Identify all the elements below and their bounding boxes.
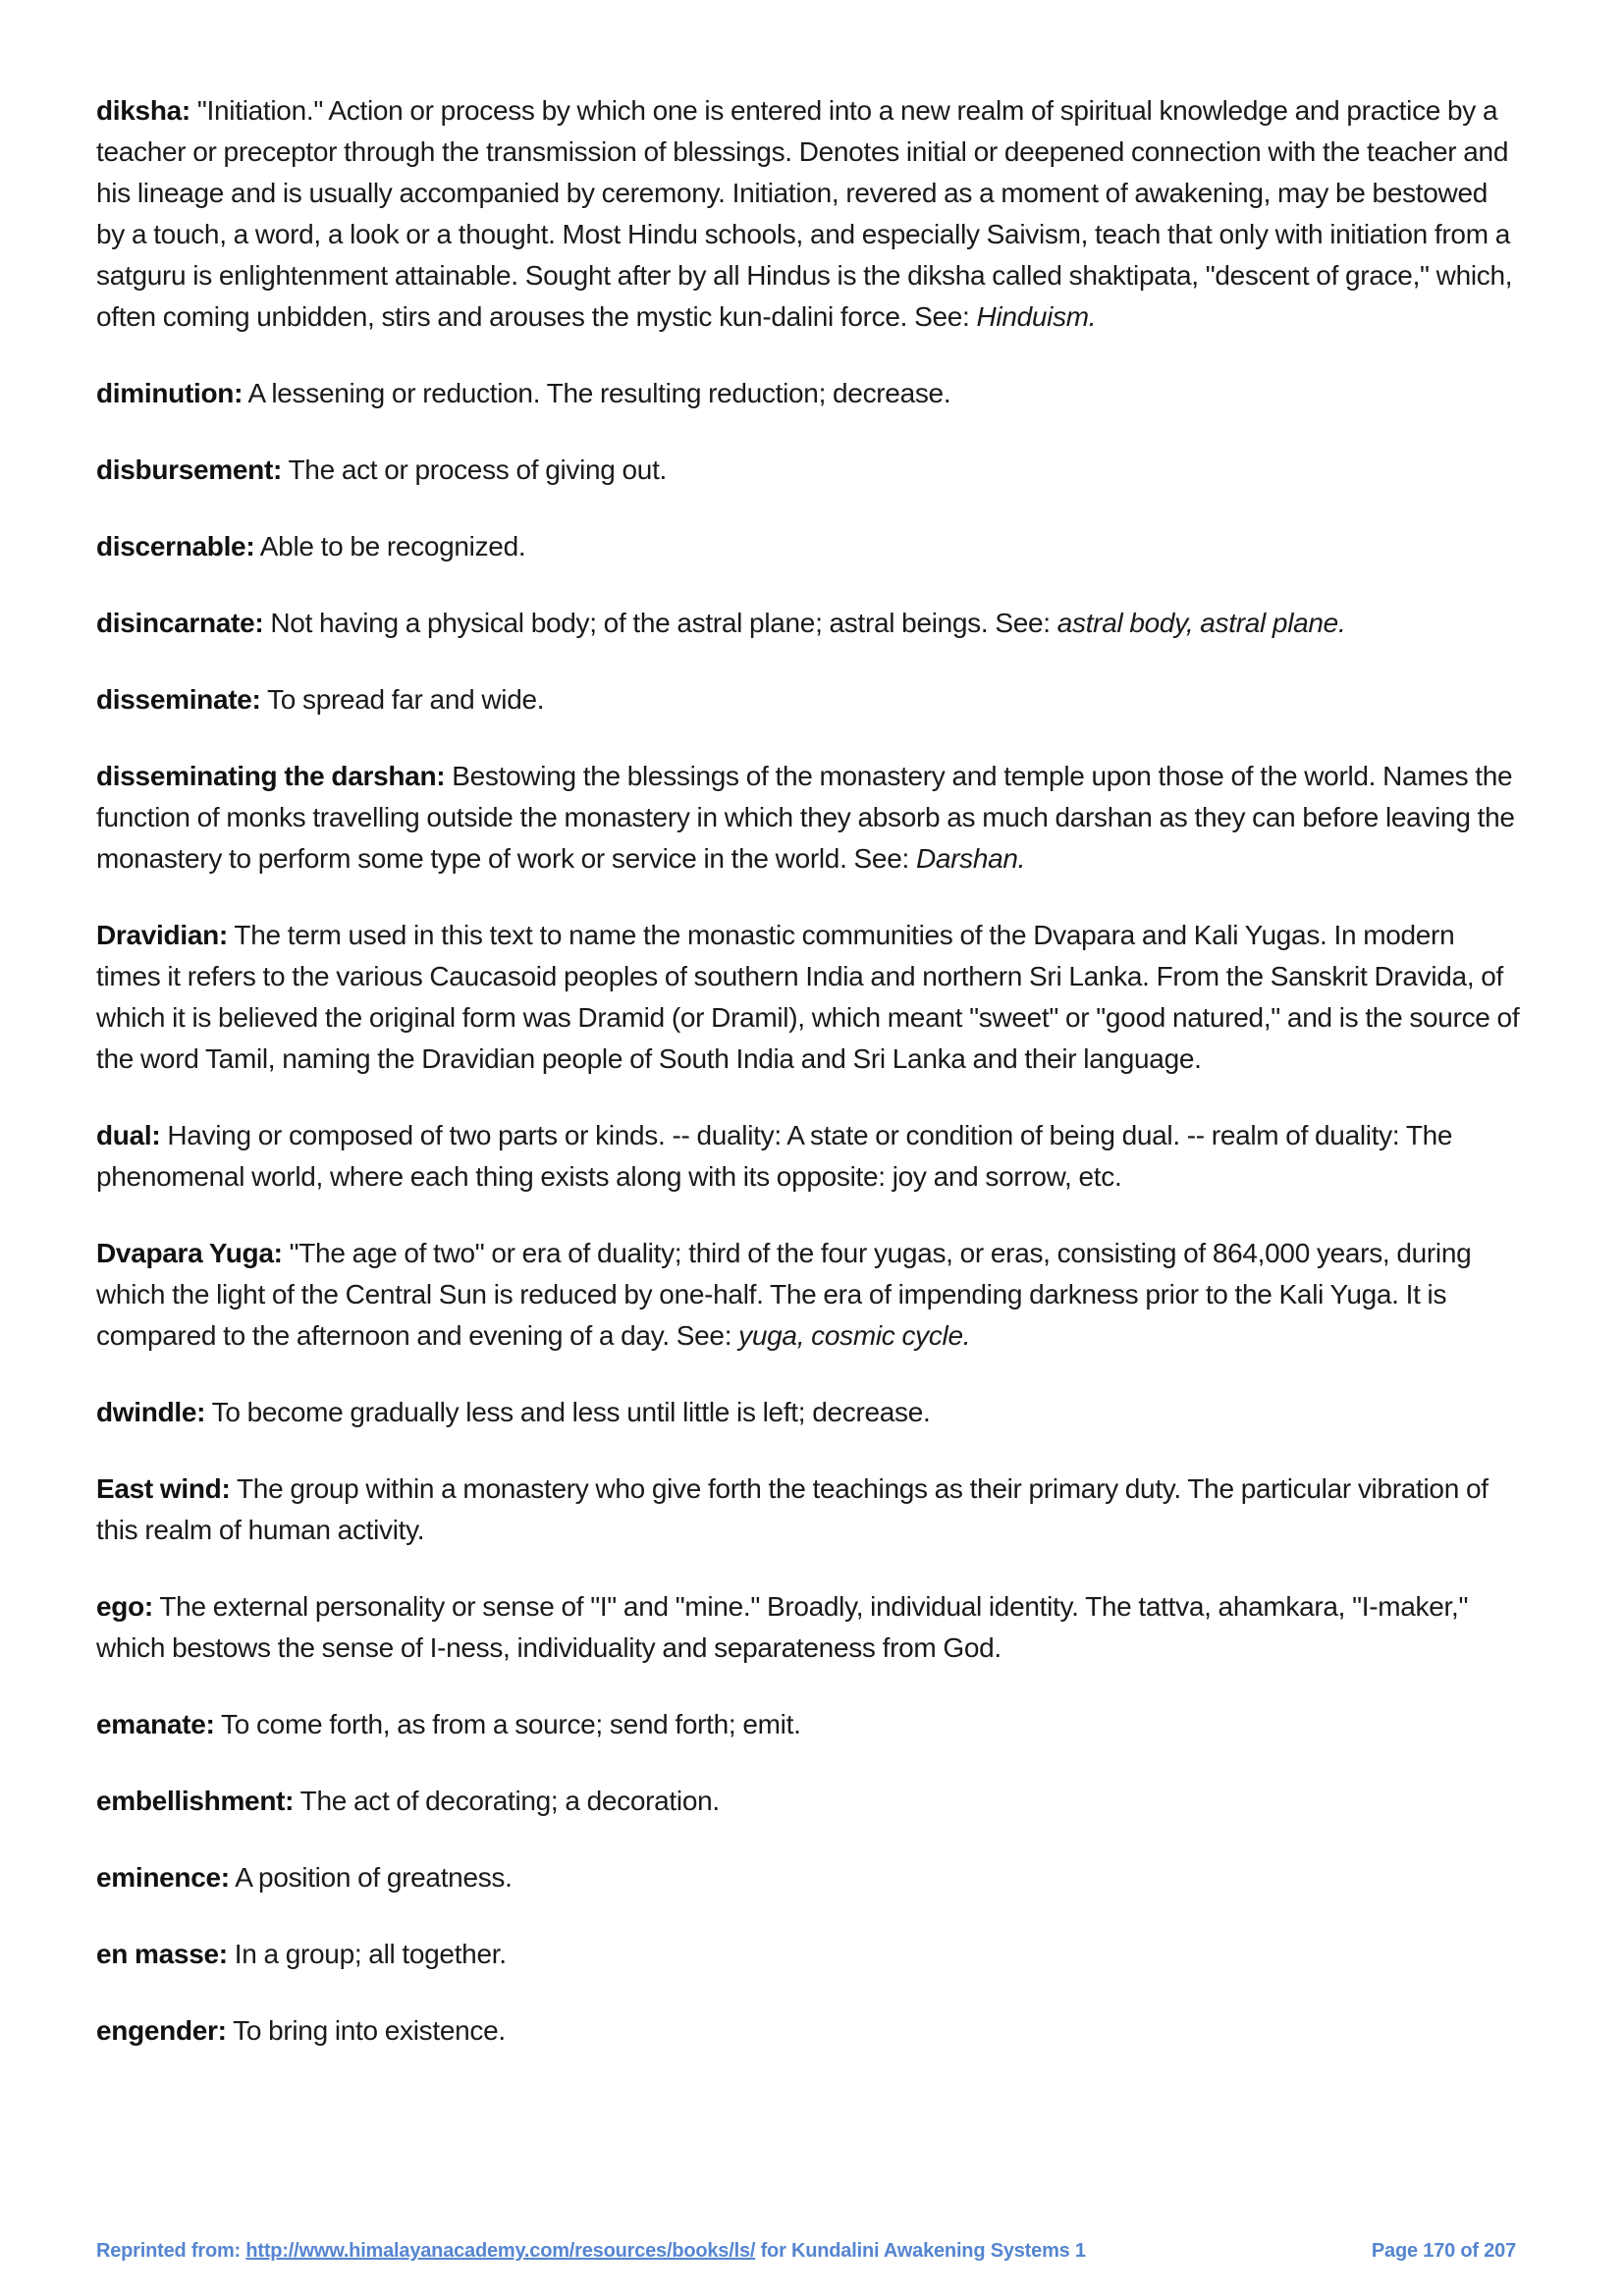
glossary-list bbox=[96, 90, 1522, 2087]
glossary-entry bbox=[96, 2010, 1522, 2052]
glossary-entry bbox=[96, 679, 1522, 721]
definition-text: In a group; all together. bbox=[227, 1939, 507, 1969]
reprint-prefix: Reprinted from: bbox=[96, 2240, 246, 2262]
reprint-suffix: for Kundalini Awakening Systems 1 bbox=[755, 2240, 1086, 2262]
glossary-term: embellishment: bbox=[96, 1786, 295, 1816]
glossary-entry bbox=[96, 1934, 1522, 1975]
glossary-entry bbox=[96, 450, 1522, 491]
definition-text: Having or composed of two parts or kinds. -- duality: A state or condition of being dual. -- realm of duality: The phenomenal world, where each thing exists along with its opposite: joy and sorrow, etc. bbox=[96, 1120, 1453, 1192]
source-url-link[interactable]: http://www.himalayanacademy.com/resources/books/ls/ bbox=[245, 2240, 756, 2262]
glossary-entry bbox=[96, 373, 1522, 414]
glossary-term: diksha: bbox=[96, 95, 190, 126]
page-footer bbox=[96, 2238, 1516, 2264]
glossary-term: disbursement: bbox=[96, 454, 283, 485]
glossary-entry bbox=[96, 1392, 1522, 1433]
see-reference: astral body, astral plane. bbox=[1056, 608, 1346, 638]
glossary-term: eminence: bbox=[96, 1862, 230, 1893]
definition-text: To become gradually less and less until little is left; decrease. bbox=[205, 1397, 931, 1427]
glossary-term: discernable: bbox=[96, 531, 255, 561]
glossary-term: emanate: bbox=[96, 1709, 215, 1739]
definition-text: "Initiation." Action or process by which one is entered into a new realm of spiritual knowledge and practice by a teacher or preceptor through the transmission of blessings. Denotes initial or deepened connection with the teacher and his lineage and is usually accompanied by ceremony. Initiation, revered as a moment of awakening, may be bestowed by a touch, a word, a look or a thought. Most Hindu schools, and especially Saivism, teach that only with initiation from a satguru is enlightenment attainable. Sought after by all Hindus is the diksha called shaktipata, "descent of grace," which, often coming unbidden, stirs and arouses the mystic kun-dalini force. See: bbox=[96, 95, 1513, 332]
definition-text: A position of greatness. bbox=[229, 1862, 513, 1893]
glossary-entry bbox=[96, 1115, 1522, 1198]
glossary-entry bbox=[96, 756, 1522, 880]
glossary-term: disseminate: bbox=[96, 684, 261, 715]
glossary-entry bbox=[96, 90, 1522, 338]
glossary-entry bbox=[96, 1233, 1522, 1357]
see-reference: yuga, cosmic cycle. bbox=[738, 1320, 971, 1351]
glossary-term: disincarnate: bbox=[96, 608, 264, 638]
glossary-term: ego: bbox=[96, 1591, 153, 1622]
glossary-term: disseminating the darshan: bbox=[96, 761, 446, 791]
definition-text: The act of decorating; a decoration. bbox=[294, 1786, 720, 1816]
definition-text: To spread far and wide. bbox=[260, 684, 545, 715]
glossary-entry bbox=[96, 915, 1522, 1080]
glossary-entry bbox=[96, 1781, 1522, 1822]
glossary-entry bbox=[96, 1468, 1522, 1551]
definition-text: To come forth, as from a source; send forth; emit. bbox=[214, 1709, 801, 1739]
glossary-term: en masse: bbox=[96, 1939, 228, 1969]
glossary-term: East wind: bbox=[96, 1473, 231, 1504]
glossary-term: dwindle: bbox=[96, 1397, 206, 1427]
glossary-entry bbox=[96, 1586, 1522, 1669]
see-reference: Hinduism. bbox=[976, 301, 1097, 332]
definition-text: Not having a physical body; of the astral plane; astral beings. See: bbox=[263, 608, 1057, 638]
glossary-entry bbox=[96, 1857, 1522, 1898]
glossary-entry bbox=[96, 526, 1522, 567]
definition-text: Bestowing the blessings of the monastery and temple upon those of the world. Names the function of monks travelling outside the monastery in which they absorb as much darshan as they can before leaving the monastery to perform some type of work or service in the world. See: bbox=[96, 761, 1515, 874]
see-reference: Darshan. bbox=[915, 843, 1026, 874]
definition-text: The external personality or sense of "I" and "mine." Broadly, individual identity. The tattva, ahamkara, "I-maker," which bestows the sense of I-ness, individuality and separateness from God. bbox=[96, 1591, 1469, 1663]
definition-text: The act or process of giving out. bbox=[282, 454, 668, 485]
definition-text: The group within a monastery who give forth the teachings as their primary duty. The particular vibration of this realm of human activity. bbox=[96, 1473, 1489, 1545]
reprint-note bbox=[96, 2238, 1086, 2264]
glossary-entry bbox=[96, 603, 1522, 644]
definition-text: Able to be recognized. bbox=[254, 531, 526, 561]
definition-text: To bring into existence. bbox=[226, 2015, 506, 2046]
glossary-entry bbox=[96, 1704, 1522, 1745]
glossary-term: dual: bbox=[96, 1120, 161, 1150]
glossary-term: engender: bbox=[96, 2015, 227, 2046]
glossary-term: Dravidian: bbox=[96, 920, 228, 950]
page-indicator: Page 170 of 207 bbox=[1371, 2240, 1516, 2262]
glossary-term: diminution: bbox=[96, 378, 244, 408]
glossary-term: Dvapara Yuga: bbox=[96, 1238, 283, 1268]
definition-text: "The age of two" or era of duality; third of the four yugas, or eras, consisting of 864,000 years, during which the light of the Central Sun is reduced by one-half. The era of impending darkness prior to the Kali Yuga. It is compared to the afternoon and evening of a day. See: bbox=[96, 1238, 1472, 1351]
definition-text: A lessening or reduction. The resulting reduction; decrease. bbox=[243, 378, 951, 408]
definition-text: The term used in this text to name the monastic communities of the Dvapara and Kali Yugas. In modern times it refers to the various Caucasoid peoples of southern India and northern Sri Lanka. From the Sanskrit Dravida, of which it is believed the original form was Dramid (or Dramil), which meant "sweet" or "good natured," and is the source of the word Tamil, naming the Dravidian people of South India and Sri Lanka and their language. bbox=[96, 920, 1520, 1074]
